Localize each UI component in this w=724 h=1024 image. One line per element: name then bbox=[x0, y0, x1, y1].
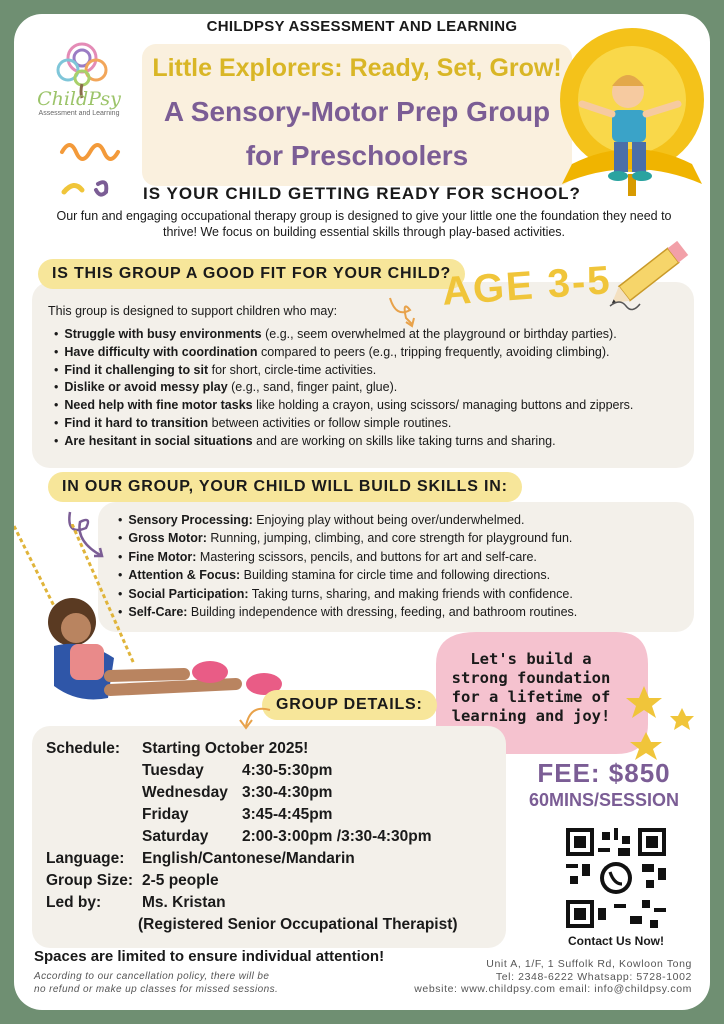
list-item: • Are hesitant in social situations and are working on skills like taking turns and sharing. bbox=[54, 433, 694, 451]
intro-text: Our fun and engaging occupational therapy group is designed to give your little one the foundation they need to thrive! We focus on building essential skills through play-based activities. bbox=[56, 209, 672, 239]
group-size-label: Group Size: bbox=[46, 872, 133, 889]
fit-heading: IS THIS GROUP A GOOD FIT FOR YOUR CHILD? bbox=[38, 259, 465, 289]
title-tagline: Little Explorers: Ready, Set, Grow! bbox=[152, 54, 562, 82]
bubble-line: learning and joy! bbox=[451, 707, 611, 725]
page-title bbox=[142, 90, 572, 178]
list-item: • Self-Care: Building independence with dressing, feeding, and bathroom routines. bbox=[118, 603, 694, 621]
childpsy-logo-icon bbox=[36, 34, 128, 134]
session-time: 4:30-5:30pm bbox=[242, 762, 333, 779]
phone-numbers: Tel: 2348-6222 Whatsapp: 5728-1002 bbox=[495, 970, 692, 983]
list-item: • Gross Motor: Running, jumping, climbing, and core strength for playground fun. bbox=[118, 529, 694, 547]
list-item: • Attention & Focus: Building stamina for circle time and following directions. bbox=[118, 566, 694, 584]
readiness-question: IS YOUR CHILD GETTING READY FOR SCHOOL? bbox=[143, 184, 581, 203]
fit-intro: This group is designed to support children who may: bbox=[48, 304, 338, 318]
session-day: Friday bbox=[142, 806, 189, 823]
list-item: • Sensory Processing: Enjoying play without being over/underwhelmed. bbox=[118, 511, 694, 529]
policy-line: According to our cancellation policy, there will be bbox=[34, 971, 270, 982]
contact-cta: Contact Us Now! bbox=[568, 934, 664, 948]
contact-details bbox=[364, 958, 692, 996]
skills-heading: IN OUR GROUP, YOUR CHILD WILL BUILD SKILLS IN: bbox=[48, 472, 522, 502]
limited-spaces-note: Spaces are limited to ensure individual attention! bbox=[34, 948, 385, 965]
bubble-line: for a lifetime of bbox=[451, 688, 611, 706]
session-time: 3:45-4:45pm bbox=[242, 806, 333, 823]
logo-name: ChildPsy bbox=[37, 88, 121, 110]
list-item: • Need help with fine motor tasks like holding a crayon, using scissors/ managing buttons and zippers. bbox=[54, 397, 694, 415]
list-item: • Find it challenging to sit for short, circle-time activities. bbox=[54, 362, 694, 380]
bubble-line: Let's build a bbox=[470, 650, 592, 668]
list-item: • Social Participation: Taking turns, sharing, and making friends with confidence. bbox=[118, 585, 694, 603]
session-time: 3:30-4:30pm bbox=[242, 784, 333, 801]
policy-line: no refund or make up classes for missed sessions. bbox=[34, 984, 279, 995]
flyer bbox=[14, 14, 710, 1010]
pencil-icon bbox=[596, 234, 706, 314]
therapist-name: Ms. Kristan bbox=[142, 894, 226, 911]
age-range: AGE 3-5 bbox=[440, 258, 613, 314]
therapist-title: (Registered Senior Occupational Therapist) bbox=[138, 916, 458, 933]
girl-on-swing-photo bbox=[14, 524, 284, 724]
details-heading: GROUP DETAILS: bbox=[262, 690, 437, 720]
language-value: English/Cantonese/Mandarin bbox=[142, 850, 355, 867]
title-line: for Preschoolers bbox=[245, 140, 469, 171]
fee-unit: 60MINS/SESSION bbox=[528, 790, 680, 810]
group-size-value: 2-5 people bbox=[142, 872, 219, 889]
session-day: Saturday bbox=[142, 828, 209, 845]
fee-price: FEE: $850 bbox=[537, 758, 671, 788]
qr-code-icon[interactable] bbox=[566, 828, 666, 928]
cancellation-policy bbox=[34, 970, 354, 996]
language-label: Language: bbox=[46, 850, 125, 867]
stars-icon bbox=[604, 684, 704, 764]
led-by-label: Led by: bbox=[46, 894, 102, 911]
address: Unit A, 1/F, 1 Suffolk Rd, Kowloon Tong bbox=[486, 958, 692, 970]
schedule-label: Schedule: bbox=[46, 740, 121, 757]
curly-arrow-icon bbox=[384, 294, 424, 330]
curly-arrow-icon bbox=[236, 704, 272, 734]
boy-on-slide-photo bbox=[552, 24, 710, 196]
web-email: website: www.childpsy.com email: info@childpsy.com bbox=[414, 983, 692, 995]
list-item: • Struggle with busy environments (e.g., seem overwhelmed at the playground or birthday parties). bbox=[54, 326, 694, 344]
session-day: Wednesday bbox=[142, 784, 228, 801]
list-item: • Fine Motor: Mastering scissors, pencils, and buttons for art and self-care. bbox=[118, 548, 694, 566]
title-line: A Sensory-Motor Prep Group bbox=[163, 96, 551, 127]
list-item: • Dislike or avoid messy play (e.g., sand, finger paint, glue). bbox=[54, 379, 694, 397]
list-item: • Have difficulty with coordination compared to peers (e.g., tripping frequently, avoiding climbing). bbox=[54, 344, 694, 362]
schedule-start: Starting October 2025! bbox=[142, 740, 309, 757]
list-item: • Find it hard to transition between activities or follow simple routines. bbox=[54, 415, 694, 433]
bubble-line: strong foundation bbox=[451, 669, 611, 687]
session-time: 2:00-3:00pm /3:30-4:30pm bbox=[242, 828, 432, 845]
org-header: CHILDPSY ASSESSMENT AND LEARNING bbox=[206, 18, 518, 35]
fit-list bbox=[54, 326, 694, 451]
logo-tagline: Assessment and Learning bbox=[38, 110, 120, 117]
session-day: Tuesday bbox=[142, 762, 204, 779]
